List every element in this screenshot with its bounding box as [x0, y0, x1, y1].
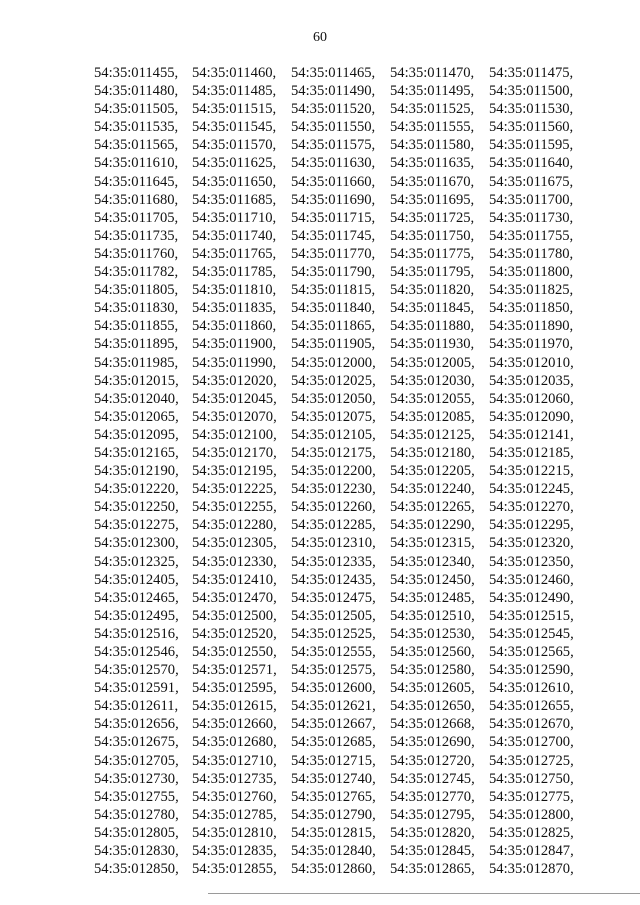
cadastral-number: 54:35:011515,: [192, 101, 277, 118]
cadastral-number: 54:35:011710,: [192, 209, 277, 226]
cadastral-number: 54:35:012205,: [390, 463, 475, 480]
cadastral-number: 54:35:011800,: [489, 264, 574, 281]
cadastral-number: 54:35:012850,: [94, 861, 179, 878]
cadastral-number: 54:35:011840,: [291, 300, 376, 317]
cadastral-number: 54:35:012825,: [489, 824, 574, 841]
page-number: 60: [313, 30, 327, 45]
cadastral-number: 54:35:012575,: [291, 662, 376, 679]
cadastral-number: 54:35:012591,: [94, 680, 179, 697]
cadastral-number: 54:35:012510,: [390, 607, 475, 624]
cadastral-number: 54:35:011990,: [192, 354, 277, 371]
cadastral-number: 54:35:012847,: [489, 843, 574, 860]
cadastral-number: 54:35:011685,: [192, 191, 277, 208]
cadastral-number: 54:35:011645,: [94, 173, 179, 190]
cadastral-number: 54:35:012545,: [489, 625, 574, 642]
cadastral-number: 54:35:012185,: [489, 444, 574, 461]
cadastral-number: 54:35:011530,: [489, 101, 574, 118]
cadastral-number-grid: [94, 64, 594, 878]
cadastral-number: 54:35:012040,: [94, 390, 179, 407]
cadastral-number: 54:35:012525,: [291, 625, 376, 642]
cadastral-number: 54:35:012485,: [390, 589, 475, 606]
cadastral-number: 54:35:011495,: [390, 83, 475, 100]
cadastral-number: 54:35:011850,: [489, 300, 574, 317]
cadastral-number: 54:35:011505,: [94, 101, 179, 118]
cadastral-number: 54:35:012290,: [390, 517, 475, 534]
cadastral-number: 54:35:011695,: [390, 191, 475, 208]
cadastral-number: 54:35:012265,: [390, 499, 475, 516]
cadastral-number: 54:35:012700,: [489, 734, 574, 751]
cadastral-number: 54:35:012615,: [192, 698, 277, 715]
cadastral-number: 54:35:011835,: [192, 300, 277, 317]
cadastral-number: 54:35:011705,: [94, 209, 179, 226]
cadastral-number: 54:35:012680,: [192, 734, 277, 751]
cadastral-number: 54:35:012516,: [94, 625, 179, 642]
cadastral-number: 54:35:012740,: [291, 770, 376, 787]
cadastral-number: 54:35:011465,: [291, 65, 376, 81]
cadastral-number: 54:35:011750,: [390, 227, 475, 244]
cadastral-number: 54:35:012030,: [390, 372, 475, 389]
cadastral-number: 54:35:012175,: [291, 444, 376, 461]
cadastral-number: 54:35:012855,: [192, 861, 277, 878]
cadastral-number: 54:35:012810,: [192, 824, 277, 841]
cadastral-number: 54:35:011782,: [94, 264, 179, 281]
cadastral-number: 54:35:012730,: [94, 770, 179, 787]
cadastral-number: 54:35:012750,: [489, 770, 574, 787]
cadastral-number: 54:35:012065,: [94, 408, 179, 425]
cadastral-number: 54:35:011810,: [192, 282, 277, 299]
cadastral-number: 54:35:012670,: [489, 716, 574, 733]
cadastral-number: 54:35:012800,: [489, 806, 574, 823]
cadastral-number: 54:35:012845,: [390, 843, 475, 860]
cadastral-number: 54:35:012460,: [489, 571, 574, 588]
cadastral-number: 54:35:011855,: [94, 318, 179, 335]
cadastral-number: 54:35:012605,: [390, 680, 475, 697]
cadastral-number: 54:35:012305,: [192, 535, 277, 552]
cadastral-number: 54:35:012546,: [94, 644, 179, 660]
cadastral-number: 54:35:011560,: [489, 119, 574, 136]
cadastral-number: 54:35:011860,: [192, 318, 277, 335]
cadastral-number: 54:35:011500,: [489, 83, 574, 100]
cadastral-number: 54:35:012015,: [94, 372, 179, 389]
cadastral-number: 54:35:012715,: [291, 752, 376, 769]
cadastral-number: 54:35:011475,: [489, 65, 574, 81]
cadastral-number: 54:35:011785,: [192, 264, 277, 281]
cadastral-number: 54:35:012280,: [192, 517, 277, 534]
cadastral-number: 54:35:012090,: [489, 408, 574, 425]
cadastral-number: 54:35:011485,: [192, 83, 277, 100]
cadastral-number: 54:35:011830,: [94, 300, 179, 317]
cadastral-number: 54:35:011580,: [390, 137, 475, 154]
cadastral-number: 54:35:012060,: [489, 390, 574, 407]
cadastral-number: 54:35:011595,: [489, 137, 574, 154]
cadastral-number: 54:35:011770,: [291, 245, 376, 262]
cadastral-number: 54:35:012760,: [192, 788, 277, 805]
cadastral-number: 54:35:011970,: [489, 336, 574, 353]
cadastral-number: 54:35:012055,: [390, 390, 475, 407]
cadastral-number: 54:35:012490,: [489, 589, 574, 606]
cadastral-number: 54:35:012335,: [291, 553, 376, 570]
cadastral-number: 54:35:012275,: [94, 517, 179, 534]
cadastral-number: 54:35:011725,: [390, 209, 475, 226]
cadastral-number: 54:35:011650,: [192, 173, 277, 190]
cadastral-number: 54:35:012245,: [489, 481, 574, 498]
cadastral-number: 54:35:011480,: [94, 83, 179, 100]
cadastral-number: 54:35:012655,: [489, 698, 574, 715]
cadastral-number: 54:35:012340,: [390, 553, 475, 570]
cadastral-number: 54:35:012795,: [390, 806, 475, 823]
cadastral-number: 54:35:012225,: [192, 481, 277, 498]
cadastral-number: 54:35:012285,: [291, 517, 376, 534]
cadastral-number: 54:35:012820,: [390, 824, 475, 841]
cadastral-number: 54:35:011765,: [192, 245, 277, 262]
cadastral-number: 54:35:012270,: [489, 499, 574, 516]
cadastral-number: 54:35:011470,: [390, 65, 475, 81]
cadastral-number: 54:35:012260,: [291, 499, 376, 516]
cadastral-number: 54:35:012435,: [291, 571, 376, 588]
cadastral-number: 54:35:012705,: [94, 752, 179, 769]
cadastral-number: 54:35:012035,: [489, 372, 574, 389]
cadastral-number: 54:35:011550,: [291, 119, 376, 136]
cadastral-number: 54:35:011660,: [291, 173, 376, 190]
cadastral-number: 54:35:012611,: [94, 698, 179, 715]
cadastral-number: 54:35:012580,: [390, 662, 475, 679]
cadastral-number: 54:35:012775,: [489, 788, 574, 805]
cadastral-number: 54:35:011700,: [489, 191, 574, 208]
cadastral-number: 54:35:012656,: [94, 716, 179, 733]
cadastral-number: 54:35:012667,: [291, 716, 376, 733]
cadastral-number: 54:35:011890,: [489, 318, 574, 335]
cadastral-number: 54:35:011490,: [291, 83, 376, 100]
cadastral-number: 54:35:012320,: [489, 535, 574, 552]
cadastral-number: 54:35:012790,: [291, 806, 376, 823]
bottom-rule: [208, 893, 640, 894]
cadastral-number: 54:35:011880,: [390, 318, 475, 335]
cadastral-number: 54:35:012010,: [489, 354, 574, 371]
cadastral-number: 54:35:011740,: [192, 227, 277, 244]
cadastral-number: 54:35:012410,: [192, 571, 277, 588]
cadastral-number: 54:35:011730,: [489, 209, 574, 226]
cadastral-number: 54:35:012755,: [94, 788, 179, 805]
cadastral-number: 54:35:011575,: [291, 137, 376, 154]
cadastral-number: 54:35:012475,: [291, 589, 376, 606]
cadastral-number: 54:35:011780,: [489, 245, 574, 262]
cadastral-number: 54:35:011900,: [192, 336, 277, 353]
cadastral-number: 54:35:012675,: [94, 734, 179, 751]
cadastral-number: 54:35:012405,: [94, 571, 179, 588]
cadastral-number: 54:35:011820,: [390, 282, 475, 299]
cadastral-number: 54:35:012595,: [192, 680, 277, 697]
cadastral-number: 54:35:012600,: [291, 680, 376, 697]
cadastral-number: 54:35:012530,: [390, 625, 475, 642]
cadastral-number: 54:35:012805,: [94, 824, 179, 841]
cadastral-number: 54:35:012650,: [390, 698, 475, 715]
cadastral-number: 54:35:012470,: [192, 589, 277, 606]
cadastral-number: 54:35:011760,: [94, 245, 179, 262]
cadastral-number: 54:35:011715,: [291, 209, 376, 226]
cadastral-number: 54:35:012870,: [489, 861, 574, 878]
cadastral-number: 54:35:011565,: [94, 137, 179, 154]
cadastral-number: 54:35:011630,: [291, 155, 376, 172]
cadastral-number: 54:35:012865,: [390, 861, 475, 878]
cadastral-number: 54:35:012310,: [291, 535, 376, 552]
cadastral-number: 54:35:011625,: [192, 155, 277, 172]
cadastral-number: 54:35:012765,: [291, 788, 376, 805]
cadastral-number: 54:35:012190,: [94, 463, 179, 480]
cadastral-number: 54:35:012780,: [94, 806, 179, 823]
cadastral-number: 54:35:012725,: [489, 752, 574, 769]
cadastral-number: 54:35:012180,: [390, 444, 475, 461]
cadastral-number: 54:35:012690,: [390, 734, 475, 751]
cadastral-number: 54:35:011555,: [390, 119, 475, 136]
cadastral-number: 54:35:011775,: [390, 245, 475, 262]
cadastral-number: 54:35:012315,: [390, 535, 475, 552]
cadastral-number: 54:35:012005,: [390, 354, 475, 371]
cadastral-number: 54:35:011680,: [94, 191, 179, 208]
cadastral-number: 54:35:012215,: [489, 463, 574, 480]
cadastral-number: 54:35:011635,: [390, 155, 475, 172]
cadastral-number: 54:35:012500,: [192, 607, 277, 624]
cadastral-number: 54:35:012830,: [94, 843, 179, 860]
cadastral-number: 54:35:012020,: [192, 372, 277, 389]
cadastral-number: 54:35:011460,: [192, 65, 277, 81]
cadastral-number: 54:35:011930,: [390, 336, 475, 353]
cadastral-number: 54:35:012450,: [390, 571, 475, 588]
cadastral-number: 54:35:012230,: [291, 481, 376, 498]
cadastral-number: 54:35:011825,: [489, 282, 574, 299]
cadastral-number: 54:35:012720,: [390, 752, 475, 769]
cadastral-number: 54:35:011905,: [291, 336, 376, 353]
cadastral-number: 54:35:012570,: [94, 662, 179, 679]
cadastral-number: 54:35:012465,: [94, 589, 179, 606]
cadastral-number: 54:35:012745,: [390, 770, 475, 787]
cadastral-number: 54:35:012105,: [291, 426, 376, 443]
cadastral-number: 54:35:012220,: [94, 481, 179, 498]
cadastral-number: 54:35:011690,: [291, 191, 376, 208]
cadastral-number: 54:35:012590,: [489, 662, 574, 679]
cadastral-number: 54:35:012710,: [192, 752, 277, 769]
cadastral-number: 54:35:012141,: [489, 426, 574, 443]
cadastral-number: 54:35:012621,: [291, 698, 376, 715]
cadastral-number: 54:35:011795,: [390, 264, 475, 281]
cadastral-number: 54:35:012025,: [291, 372, 376, 389]
cadastral-number: 54:35:012815,: [291, 824, 376, 841]
cadastral-number: 54:35:011610,: [94, 155, 179, 172]
cadastral-number: 54:35:012050,: [291, 390, 376, 407]
cadastral-number: 54:35:012100,: [192, 426, 277, 443]
cadastral-number: 54:35:011790,: [291, 264, 376, 281]
cadastral-number: 54:35:011845,: [390, 300, 475, 317]
cadastral-number: 54:35:012785,: [192, 806, 277, 823]
cadastral-number: 54:35:012045,: [192, 390, 277, 407]
cadastral-number: 54:35:012840,: [291, 843, 376, 860]
cadastral-number: 54:35:012835,: [192, 843, 277, 860]
cadastral-number: 54:35:011535,: [94, 119, 179, 136]
cadastral-number: 54:35:012520,: [192, 625, 277, 642]
cadastral-number: 54:35:011545,: [192, 119, 277, 136]
cadastral-number: 54:35:012550,: [192, 644, 277, 660]
cadastral-number: 54:35:012070,: [192, 408, 277, 425]
cadastral-number: 54:35:011520,: [291, 101, 376, 118]
cadastral-number: 54:35:011745,: [291, 227, 376, 244]
cadastral-number: 54:35:012555,: [291, 644, 376, 660]
cadastral-number: 54:35:012668,: [390, 716, 475, 733]
cadastral-number: 54:35:012295,: [489, 517, 574, 534]
cadastral-number: 54:35:012085,: [390, 408, 475, 425]
cadastral-number: 54:35:012495,: [94, 607, 179, 624]
cadastral-number: 54:35:011640,: [489, 155, 574, 172]
cadastral-number: 54:35:012170,: [192, 444, 277, 461]
cadastral-number: 54:35:011895,: [94, 336, 179, 353]
cadastral-number: 54:35:012685,: [291, 734, 376, 751]
cadastral-number: 54:35:011670,: [390, 173, 475, 190]
cadastral-number: 54:35:012240,: [390, 481, 475, 498]
cadastral-number: 54:35:011735,: [94, 227, 179, 244]
cadastral-number: 54:35:012571,: [192, 662, 277, 679]
cadastral-number: 54:35:011755,: [489, 227, 574, 244]
cadastral-number: 54:35:011805,: [94, 282, 179, 299]
cadastral-number: 54:35:012860,: [291, 861, 376, 878]
cadastral-number: 54:35:012000,: [291, 354, 376, 371]
cadastral-number: 54:35:012350,: [489, 553, 574, 570]
cadastral-number: 54:35:012325,: [94, 553, 179, 570]
cadastral-number: 54:35:011675,: [489, 173, 574, 190]
cadastral-number: 54:35:012505,: [291, 607, 376, 624]
cadastral-number: 54:35:012770,: [390, 788, 475, 805]
cadastral-number: 54:35:011815,: [291, 282, 376, 299]
cadastral-number: 54:35:012330,: [192, 553, 277, 570]
cadastral-number: 54:35:012165,: [94, 444, 179, 461]
cadastral-number: 54:35:012610,: [489, 680, 574, 697]
cadastral-number: 54:35:011865,: [291, 318, 376, 335]
cadastral-number: 54:35:012515,: [489, 607, 574, 624]
cadastral-number: 54:35:011455,: [94, 65, 179, 81]
cadastral-number: 54:35:011570,: [192, 137, 277, 154]
cadastral-number: 54:35:012125,: [390, 426, 475, 443]
cadastral-number: 54:35:012250,: [94, 499, 179, 516]
cadastral-number: 54:35:012095,: [94, 426, 179, 443]
cadastral-number: 54:35:012300,: [94, 535, 179, 552]
cadastral-number: 54:35:012565,: [489, 644, 574, 660]
cadastral-number: 54:35:012200,: [291, 463, 376, 480]
cadastral-number: 54:35:011985,: [94, 354, 179, 371]
cadastral-number: 54:35:011525,: [390, 101, 475, 118]
cadastral-number: 54:35:012075,: [291, 408, 376, 425]
cadastral-number: 54:35:012255,: [192, 499, 277, 516]
cadastral-number: 54:35:012735,: [192, 770, 277, 787]
cadastral-number: 54:35:012195,: [192, 463, 277, 480]
cadastral-number: 54:35:012560,: [390, 644, 475, 660]
cadastral-number: 54:35:012660,: [192, 716, 277, 733]
